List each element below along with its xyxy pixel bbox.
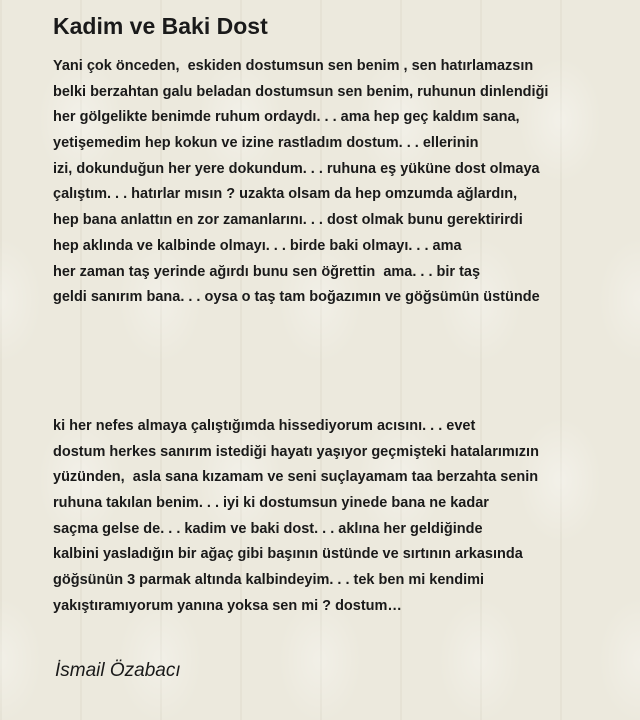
poem-line: saçma gelse de. . . kadim ve baki dost. . . aklına her geldiğinde — [53, 520, 483, 537]
poem-line: yakıştıramıyorum yanına yoksa sen mi ? dostum… — [53, 597, 402, 614]
poem-line: geldi sanırım bana. . . oysa o taş tam boğazımın ve göğsümün üstünde — [53, 289, 540, 306]
poem-line: belki berzahtan galu beladan dostumsun sen benim, ruhunun dinlendiği — [53, 83, 549, 100]
poem-line: her gölgelikte benimde ruhum ordaydı. . . ama hep geç kaldım sana, — [53, 109, 520, 126]
poem-line: yüzünden, asla sana kızamam ve seni suçlayamam taa berzahta senin — [53, 469, 539, 486]
poem-line: ruhuna takılan benim. . . iyi ki dostumsun yinede bana ne kadar — [53, 495, 489, 512]
poem-line: kalbini yasladığın bir ağaç gibi başının üstünde ve sırtının arkasında — [53, 546, 523, 563]
poem-line: Yani çok önceden, eskiden dostumsun sen benim , sen hatırlamazsın — [53, 58, 534, 74]
poem-line: dostum herkes sanırım istediği hayatı yaşıyor geçmişteki hatalarımızın — [53, 443, 539, 460]
poem-line: göğsünün 3 parmak altında kalbindeyim. . . tek ben mi kendimi — [53, 572, 485, 589]
poem-line: hep aklında ve kalbinde olmayı. . . birde baki olmayı. . . ama — [53, 237, 462, 254]
poem-line: ki her nefes almaya çalıştığımda hissediyorum acısını. . . evet — [53, 418, 476, 434]
stanza-1 — [53, 54, 633, 311]
poem-line: izi, dokunduğun her yere dokundum. . . ruhuna eş yüküne dost olmaya — [53, 160, 540, 177]
poem-line: her zaman taş yerinde ağırdı bunu sen öğrettin ama. . . bir taş — [53, 263, 481, 280]
poem-line: yetişemedim hep kokun ve izine rastladım dostum. . . ellerinin — [53, 135, 479, 152]
poem-title: Kadim ve Baki Dost — [53, 13, 268, 39]
poem-line: hep bana anlattın en zor zamanlarını. . . dost olmak bunu gerektirirdi — [53, 212, 523, 229]
stanza-2 — [53, 414, 633, 620]
poem-line: çalıştım. . . hatırlar mısın ? uzakta olsam da hep omzumda ağlardın, — [53, 186, 518, 203]
poem-author: İsmail Özabacı — [55, 660, 181, 681]
